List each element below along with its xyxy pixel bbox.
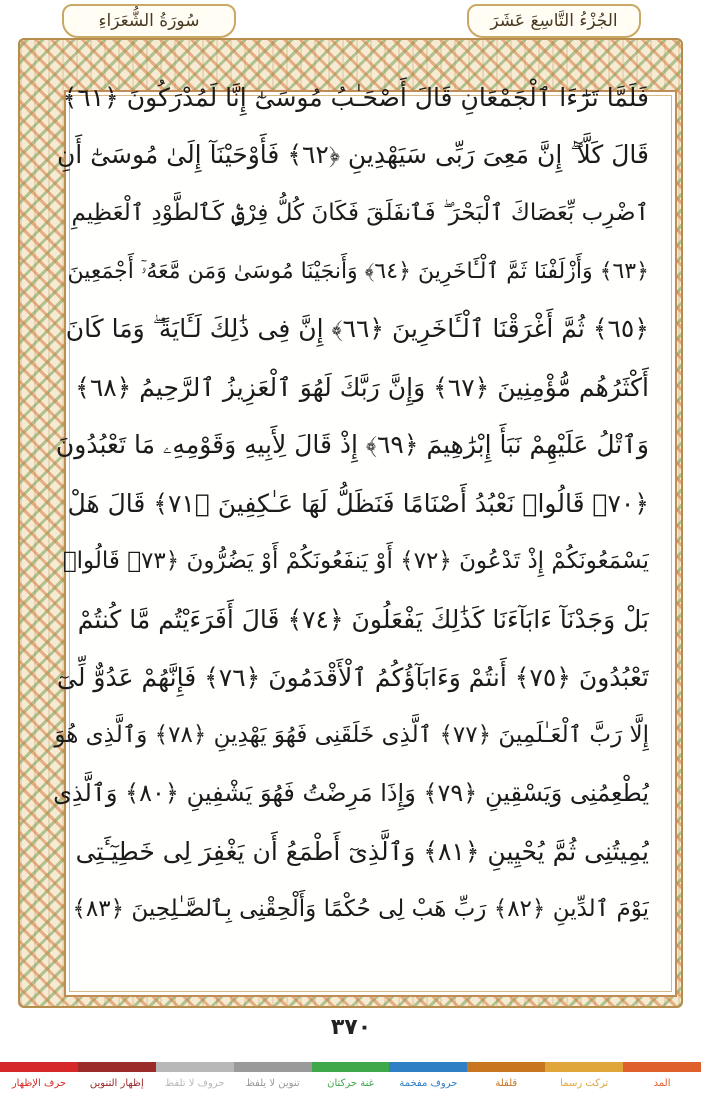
text-line-8: ﴿٧٠﴾ قَالُوا۟ نَعْبُدُ أَصْنَامًا فَنَظَلُّ لَهَا عَـٰكِفِينَ ﴿٧١﴾ قَالَ هَلْ	[67, 488, 649, 518]
legend-item	[389, 1062, 467, 1101]
text-line-2: قَالَ كَلَّآ ۖ إِنَّ مَعِىَ رَبِّى سَيَهْدِينِ ﴿٦٢﴾ فَأَوْحَيْنَآ إِلَىٰ مُوسَىٰٓ أَنِ	[56, 140, 649, 169]
text-line-6: أَكْثَرُهُم مُّؤْمِنِينَ ﴿٦٧﴾ وَإِنَّ رَبَّكَ لَهُوَ ٱلْعَزِيزُ ٱلرَّحِيمُ ﴿٦٨﴾	[75, 372, 649, 402]
text-line-9: يَسْمَعُونَكُمْ إِذْ تَدْعُونَ ﴿٧٢﴾ أَوْ يَنفَعُونَكُمْ أَوْ يَضُرُّونَ ﴿٧٣﴾ قَالُوا۟	[62, 548, 649, 574]
text-line-12: إِلَّا رَبَّ ٱلْعَـٰلَمِينَ ﴿٧٧﴾ ٱلَّذِى خَلَقَنِى فَهُوَ يَهْدِينِ ﴿٧٨﴾ وَٱلَّذِى هُوَ	[54, 722, 649, 748]
legend-label: حرف الإظهار	[11, 1078, 67, 1089]
tajweed-legend	[0, 1062, 701, 1101]
text-line-14: يُمِيتُنِى ثُمَّ يُحْيِينِ ﴿٨١﴾ وَٱلَّذِىٓ أَطْمَعُ أَن يَغْفِرَ لِى خَطِيٓـَٔتِى	[75, 836, 649, 866]
legend-item	[0, 1062, 78, 1101]
legend-item	[78, 1062, 156, 1101]
legend-label: المد	[653, 1078, 671, 1089]
page-number: ٣٧٠	[310, 1012, 392, 1042]
legend-label: غنة حركتان	[327, 1078, 374, 1089]
legend-color-swatch	[234, 1062, 312, 1072]
legend-color-swatch	[0, 1062, 78, 1072]
legend-label: حروف لا تلفظ	[164, 1078, 225, 1089]
text-line-7: وَٱتْلُ عَلَيْهِمْ نَبَأَ إِبْرَٰهِيمَ ﴿٦٩﴾ إِذْ قَالَ لِأَبِيهِ وَقَوْمِهِۦ مَا تَعْبُدُونَ	[55, 430, 649, 459]
legend-color-swatch	[623, 1062, 701, 1072]
legend-label: تنوين لا يلفظ	[245, 1078, 300, 1089]
legend-label: تركت رسما	[560, 1078, 609, 1089]
legend-label: قلقلة	[495, 1078, 518, 1089]
legend-item	[623, 1062, 701, 1101]
legend-color-swatch	[467, 1062, 545, 1072]
legend-color-swatch	[312, 1062, 390, 1072]
surah-name-text: سُورَةُ الشُّعَرَاءِ	[98, 11, 200, 31]
text-line-1: فَلَمَّا تَرَٰٓءَا ٱلْجَمْعَانِ قَالَ أَصْحَـٰبُ مُوسَىٰٓ إِنَّا لَمُدْرَكُونَ ﴿٦١﴾	[62, 82, 649, 112]
legend-item	[467, 1062, 545, 1101]
quran-text-block	[52, 60, 649, 950]
legend-item	[234, 1062, 312, 1101]
text-line-11: تَعْبُدُونَ ﴿٧٥﴾ أَنتُمْ وَءَابَآؤُكُمُ ٱلْأَقْدَمُونَ ﴿٧٦﴾ فَإِنَّهُمْ عَدُوٌّ لِّىٓ	[57, 662, 649, 692]
legend-item	[156, 1062, 234, 1101]
legend-item	[545, 1062, 623, 1101]
legend-label: حروف مفخمة	[399, 1078, 458, 1089]
text-line-15: يَوْمَ ٱلدِّينِ ﴿٨٢﴾ رَبِّ هَبْ لِى حُكْمًا وَأَلْحِقْنِى بِٱلصَّـٰلِحِينَ ﴿٨٣﴾	[72, 896, 649, 922]
juz-label	[467, 4, 641, 38]
text-line-10: بَلْ وَجَدْنَآ ءَابَآءَنَا كَذَٰلِكَ يَفْعَلُونَ ﴿٧٤﴾ قَالَ أَفَرَءَيْتُم مَّا كُنتُمْ	[77, 604, 649, 634]
legend-color-swatch	[545, 1062, 623, 1072]
text-line-13: يُطْعِمُنِى وَيَسْقِينِ ﴿٧٩﴾ وَإِذَا مَرِضْتُ فَهُوَ يَشْفِينِ ﴿٨٠﴾ وَٱلَّذِى	[53, 779, 649, 807]
surah-name-label	[62, 4, 236, 38]
juz-text: الجُزْءُ التَّاسِعَ عَشَرَ	[490, 11, 618, 31]
text-line-5: ﴿٦٥﴾ ثُمَّ أَغْرَقْنَا ٱلْـَٔاخَرِينَ ﴿٦٦﴾ إِنَّ فِى ذَٰلِكَ لَـَٔايَةً ۖ وَمَا كَانَ	[65, 314, 649, 343]
legend-color-swatch	[156, 1062, 234, 1072]
legend-item	[312, 1062, 390, 1101]
legend-color-swatch	[389, 1062, 467, 1072]
legend-label: إظهار التنوين	[89, 1078, 144, 1089]
text-line-4: ﴿٦٣﴾ وَأَزْلَفْنَا ثَمَّ ٱلْـَٔاخَرِينَ ﴿٦٤﴾ وَأَنجَيْنَا مُوسَىٰ وَمَن مَّعَهُۥٓ أَجْمَعِينَ	[67, 258, 649, 284]
text-line-3: ٱضْرِب بِّعَصَاكَ ٱلْبَحْرَ ۖ فَٱنفَلَقَ فَكَانَ كُلُّ فِرْقٍۢ كَٱلطَّوْدِ ٱلْعَظِيمِ	[71, 200, 649, 226]
legend-color-swatch	[78, 1062, 156, 1072]
